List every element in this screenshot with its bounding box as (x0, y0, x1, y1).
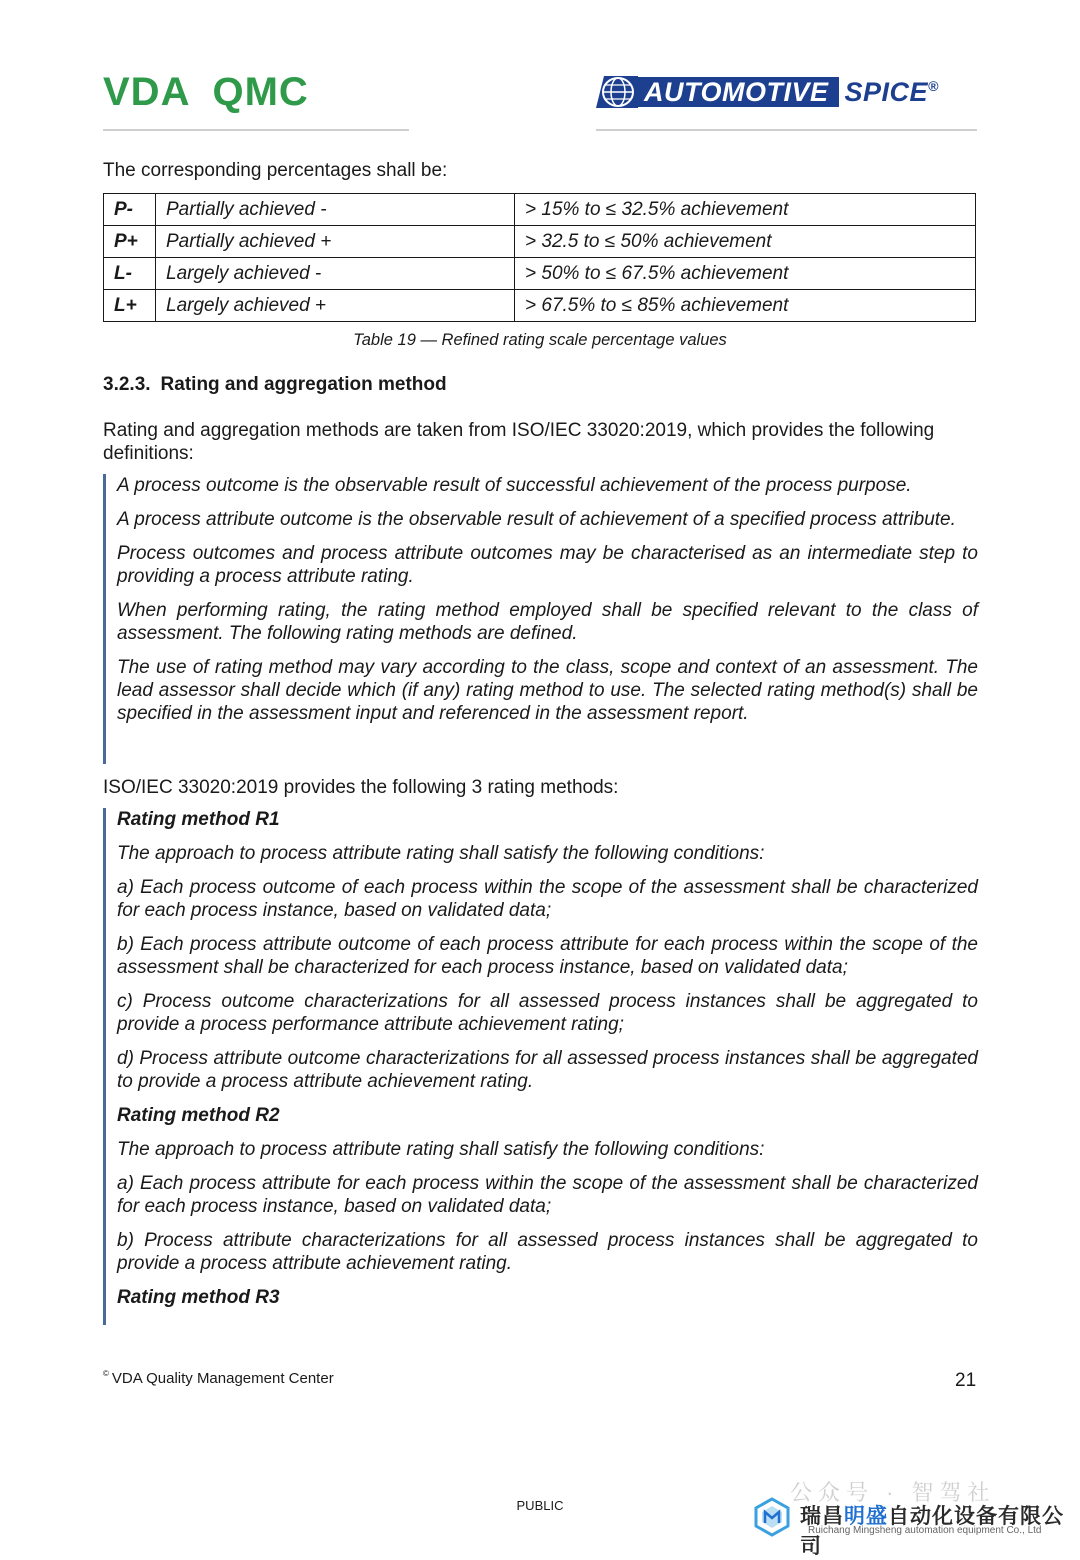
intro-text: The corresponding percentages shall be: (103, 160, 448, 181)
rating-name: Largely achieved - (156, 258, 515, 290)
logo-spice-text: SPICE® (844, 76, 939, 107)
registered-mark: ® (928, 77, 939, 94)
quote-paragraph: A process attribute outcome is the observable result of achievement of a specified process attribute. (117, 509, 956, 530)
watermark-faint-text: 公众号 · 智驾社 (790, 1480, 996, 1505)
quote-paragraph: The use of rating method may vary according to the class, scope and context of an assessment. The lead assessor shall decide which (if any) rating method to use. The selected rating method(s) shall be specified in the assessment input and referenced in the assessment report. (117, 657, 978, 724)
rating-code: L- (104, 258, 156, 290)
quote-paragraph: The approach to process attribute rating shall satisfy the following conditions: (117, 843, 765, 864)
watermark-company-name: 瑞昌明盛自动化设备有限公司 (800, 1505, 1064, 1558)
rating-method-title: Rating method R3 (117, 1287, 280, 1308)
quote-paragraph: The approach to process attribute rating shall satisfy the following conditions: (117, 1139, 765, 1160)
footer-copyright (103, 1369, 334, 1387)
rating-range: > 67.5% to ≤ 85% achievement (515, 290, 976, 322)
quote-paragraph: Process outcomes and process attribute outcomes may be characterised as an intermediate step to providing a process attribute rating. (117, 543, 978, 587)
section-title: Rating and aggregation method (160, 374, 447, 395)
table-row (104, 290, 976, 322)
rating-range: > 15% to ≤ 32.5% achievement (515, 194, 976, 226)
watermark-company-english: Ruichang Mingsheng automation equipment Co., Ltd (808, 1525, 1042, 1536)
quote-list-item: d) Process attribute outcome characterizations for all assessed process instances shall be aggregated to provide a process attribute achievement rating. (117, 1048, 978, 1092)
section-number: 3.2.3. (103, 374, 151, 395)
table-row (104, 226, 976, 258)
rating-scale-table (103, 193, 976, 322)
rating-name: Largely achieved + (156, 290, 515, 322)
footer-org: VDA Quality Management Center (111, 1370, 334, 1387)
rating-name: Partially achieved - (156, 194, 515, 226)
body-paragraph: Rating and aggregation methods are taken from ISO/IEC 33020:2019, which provides the following definitions: (103, 420, 935, 464)
copyright-mark: © (103, 1369, 109, 1378)
quote-paragraph: When performing rating, the rating method employed shall be specified relevant to the class of assessment. The following rating methods are defined. (117, 600, 978, 644)
vda-qmc-logo (103, 70, 309, 115)
rating-range: > 32.5 to ≤ 50% achievement (515, 226, 976, 258)
body-paragraph: ISO/IEC 33020:2019 provides the following 3 rating methods: (103, 777, 619, 798)
rating-range: > 50% to ≤ 67.5% achievement (515, 258, 976, 290)
logo-automotive-text: AUTOMOTIVE (638, 77, 839, 107)
quote-list-item: b) Each process attribute outcome of each process attribute for each process within the scope of the assessment shall be characterized for each process instance, based on validated data; (117, 934, 978, 978)
rating-methods-quote (103, 808, 978, 1325)
section-heading (103, 374, 447, 396)
header-divider-left (103, 129, 409, 131)
rating-code: L+ (104, 290, 156, 322)
quote-list-item: b) Process attribute characterizations for all assessed process instances shall be aggregated to provide a process attribute achievement rating. (117, 1230, 978, 1274)
definitions-quote (103, 474, 978, 764)
rating-name: Partially achieved + (156, 226, 515, 258)
rating-method-title: Rating method R2 (117, 1105, 280, 1126)
quote-list-item: c) Process outcome characterizations for all assessed process instances shall be aggregated to provide a process performance attribute achievement rating; (117, 991, 978, 1035)
logo-vda-text: VDA (103, 70, 191, 114)
table-caption: Table 19 — Refined rating scale percentage values (353, 331, 727, 349)
company-hexagon-icon (752, 1497, 792, 1537)
header-divider-right (596, 129, 977, 131)
automotive-spice-logo (596, 76, 939, 108)
rating-code: P+ (104, 226, 156, 258)
quote-list-item: a) Each process outcome of each process within the scope of the assessment shall be characterized for each process instance, based on validated data; (117, 877, 978, 921)
page-number: 21 (955, 1370, 977, 1391)
table-row (104, 194, 976, 226)
classification-label: PUBLIC (516, 1498, 564, 1513)
logo-qmc-text: QMC (212, 70, 309, 114)
globe-icon (596, 76, 638, 108)
rating-method-title: Rating method R1 (117, 809, 280, 830)
rating-code: P- (104, 194, 156, 226)
table-row (104, 258, 976, 290)
quote-list-item: a) Each process attribute for each process within the scope of the assessment shall be characterized for each process instance, based on validated data; (117, 1173, 978, 1217)
quote-paragraph: A process outcome is the observable result of successful achievement of the process purpose. (117, 475, 912, 496)
